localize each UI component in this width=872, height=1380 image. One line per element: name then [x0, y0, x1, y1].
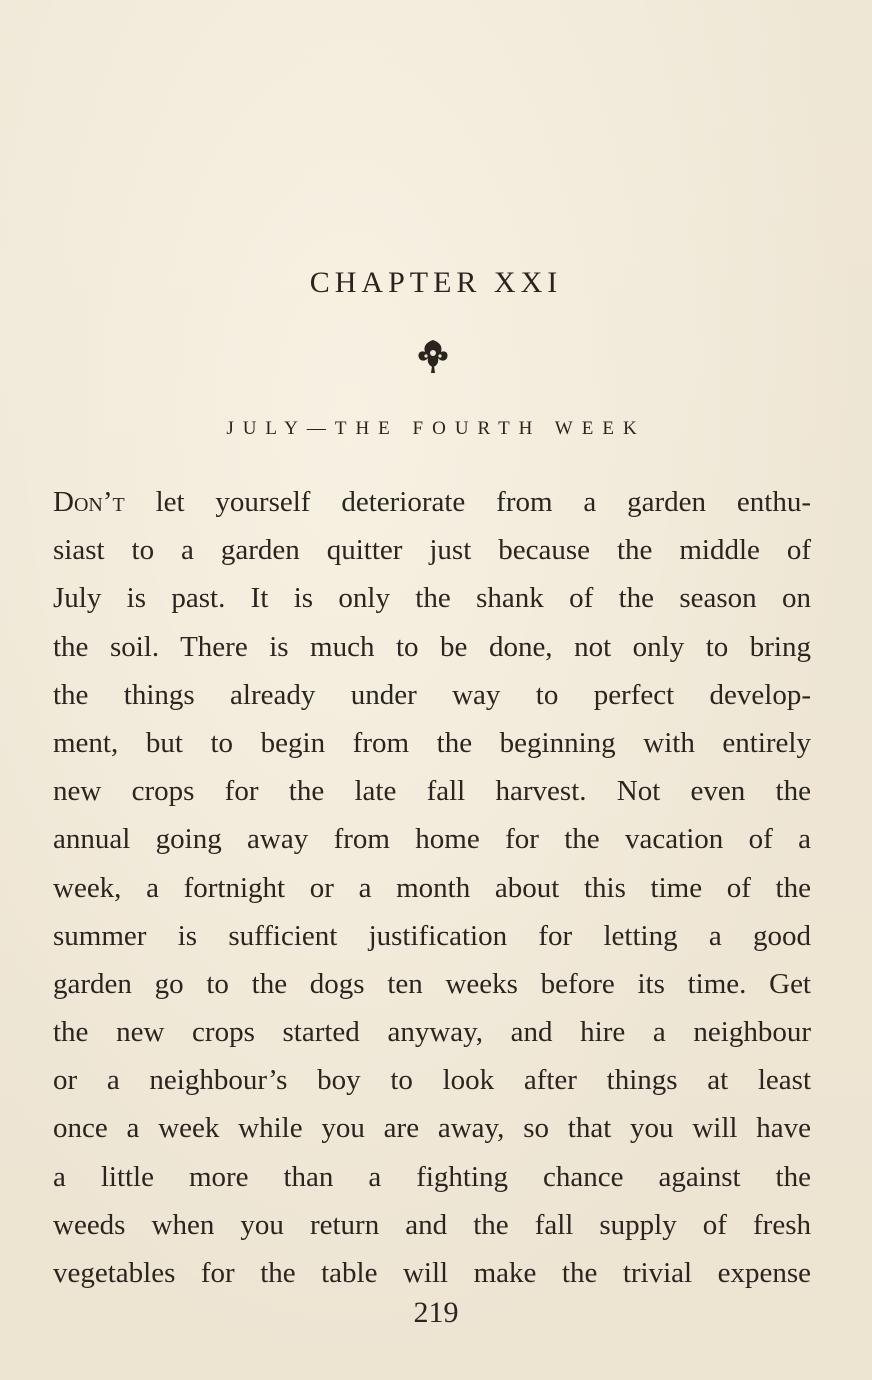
text-line: summer is sufficient justification for letting a good: [53, 919, 811, 952]
text-line: weeds when you return and the fall supply of fresh: [53, 1208, 811, 1241]
text-line: new crops for the late fall harvest. Not even the: [53, 775, 811, 808]
text-line: annual going away from home for the vacation of a: [53, 823, 811, 856]
section-heading: JULY—THE FOURTH WEEK: [226, 418, 646, 439]
leaf-ornament-icon: [413, 336, 453, 376]
text-line: July is past. It is only the shank of the season on: [53, 582, 811, 615]
body-paragraph: [53, 478, 811, 1297]
chapter-title: CHAPTER XXI: [309, 266, 563, 299]
page-number: 219: [413, 1296, 459, 1329]
text-line: the new crops started anyway, and hire a neighbour: [53, 1016, 811, 1049]
text-line: siast to a garden quitter just because the middle of: [53, 534, 811, 567]
text-line: once a week while you are away, so that you will have: [53, 1112, 811, 1145]
text-line: garden go to the dogs ten weeks before its time. Get: [53, 967, 811, 1000]
text-line: the soil. There is much to be done, not only to bring: [53, 630, 811, 663]
text-line: a little more than a fighting chance against the: [53, 1160, 811, 1193]
text-line: ment, but to begin from the beginning with entirely: [53, 726, 811, 759]
text-line: or a neighbour’s boy to look after things at least: [53, 1064, 811, 1097]
text-line: the things already under way to perfect develop-: [53, 678, 811, 711]
text-line-content: let yourself deteriorate from a garden enthu-: [124, 486, 811, 518]
opening-word: Don’t: [53, 486, 125, 518]
text-line: week, a fortnight or a month about this time of the: [53, 871, 811, 904]
text-line: [53, 478, 811, 526]
text-line: vegetables for the table will make the trivial expense: [53, 1257, 811, 1289]
